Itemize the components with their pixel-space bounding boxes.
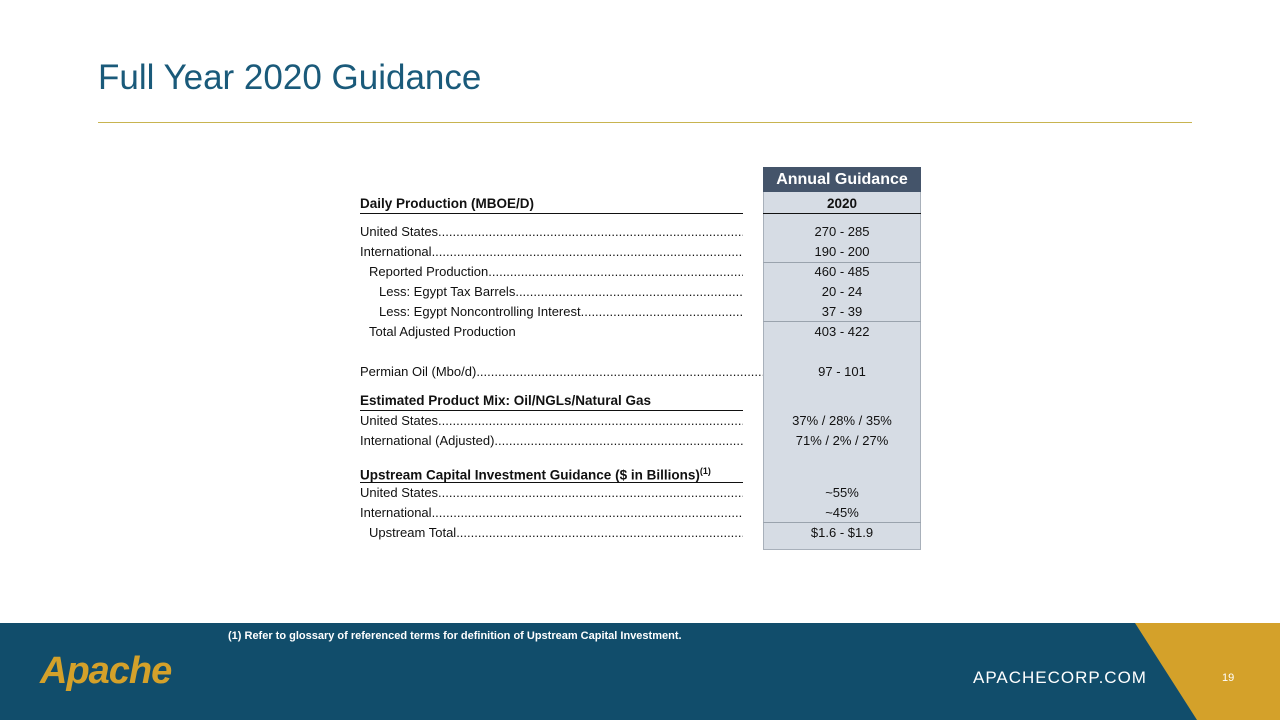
row-label: International ..... xyxy=(360,242,743,262)
divider xyxy=(763,213,921,214)
row-value: 460 - 485 xyxy=(814,264,870,279)
row-value: ~55% xyxy=(825,485,859,500)
row-value: 37 - 39 xyxy=(821,304,863,319)
table-row xyxy=(360,503,921,523)
table-row xyxy=(360,523,921,543)
row-value: 97 - 101 xyxy=(818,364,866,379)
row-value: 71% / 2% / 27% xyxy=(795,433,889,448)
row-label: Reported Production ..... xyxy=(360,262,743,282)
underline xyxy=(360,213,743,214)
row-label: Upstream Total ..... xyxy=(360,523,743,543)
row-label: Upstream Capital Investment Guidance ($ in Billions)$^{(1)}$ xyxy=(360,466,711,483)
row-label: International ..... xyxy=(360,503,743,523)
row-label: Permian Oil (Mbo/d) ..... xyxy=(360,362,763,382)
row-value: 20 - 24 xyxy=(821,284,863,299)
page-title: Full Year 2020 Guidance xyxy=(98,58,482,97)
row-label: Less: Egypt Noncontrolling Interest ..... xyxy=(360,302,743,322)
row-value: 190 - 200 xyxy=(814,244,870,259)
section-daily-production xyxy=(360,194,921,214)
table-row xyxy=(360,222,921,242)
table-row xyxy=(360,282,921,302)
table-row xyxy=(360,322,921,342)
row-label: Estimated Product Mix: Oil/NGLs/Natural Gas xyxy=(360,393,652,408)
row-label: United States ..... xyxy=(360,411,743,431)
row-label: Total Adjusted Production xyxy=(369,324,516,339)
row-value: ~45% xyxy=(825,505,859,520)
table-row xyxy=(360,411,921,431)
footnote: (1) Refer to glossary of referenced terms for definition of Upstream Capital Investment. xyxy=(228,630,682,642)
row-label: Less: Egypt Tax Barrels ..... xyxy=(360,282,743,302)
row-label: International (Adjusted) ..... xyxy=(360,431,743,451)
table-row xyxy=(360,431,921,451)
section-capital-investment xyxy=(360,461,921,481)
table-row xyxy=(360,483,921,503)
page-number: 19 xyxy=(1222,672,1235,684)
section-product-mix xyxy=(360,391,921,411)
annual-guidance-header: Annual Guidance xyxy=(763,167,921,192)
row-label: United States ..... xyxy=(360,483,743,503)
table-row xyxy=(360,262,921,282)
row-value: 403 - 422 xyxy=(814,324,870,339)
year-header: 2020 xyxy=(826,196,858,211)
row-label: United States ..... xyxy=(360,222,743,242)
row-label: Daily Production (MBOE/D) xyxy=(360,196,535,211)
website-link[interactable]: APACHECORP.COM xyxy=(973,668,1147,687)
table-row xyxy=(360,302,921,322)
apache-logo: Apache xyxy=(40,650,172,692)
row-value: 270 - 285 xyxy=(814,224,870,239)
table-row-permian xyxy=(360,362,921,382)
row-value: 37% / 28% / 35% xyxy=(792,413,892,428)
table-row xyxy=(360,242,921,262)
title-divider xyxy=(98,122,1192,123)
row-value: $1.6 - $1.9 xyxy=(810,525,874,540)
